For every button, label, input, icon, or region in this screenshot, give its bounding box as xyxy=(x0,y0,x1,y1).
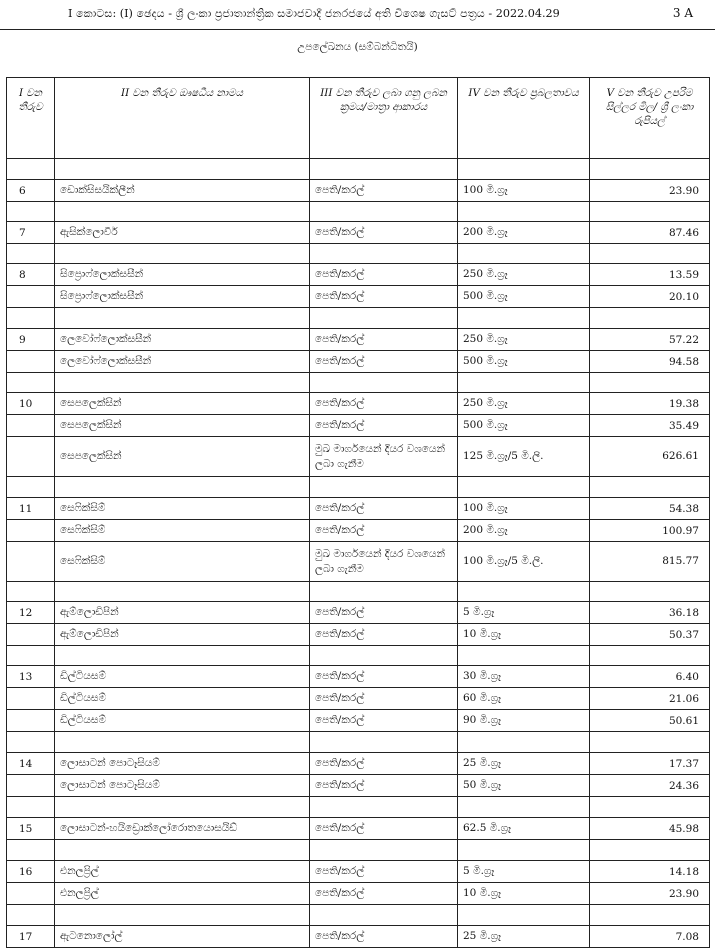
dosage-form: පෙති/කරල් xyxy=(310,775,458,797)
strength: 100 මි.ග්‍රෑ xyxy=(458,498,590,520)
dosage-form: පෙති/කරල් xyxy=(310,222,458,244)
drug-name: එනලප්‍රිල් xyxy=(55,861,310,883)
table-row xyxy=(7,624,710,646)
drug-name: එනලප්‍රිල් xyxy=(55,883,310,905)
strength: 5 මි.ග්‍රෑ xyxy=(458,602,590,624)
max-retail-price: 20.10 xyxy=(590,286,710,308)
item-number: 10 xyxy=(7,393,55,415)
table-row xyxy=(7,180,710,202)
table-row xyxy=(7,222,710,244)
item-number xyxy=(7,624,55,646)
item-number xyxy=(7,520,55,542)
strength: 125 මි.ග්‍රෑ/5 මි.ලි. xyxy=(458,437,590,477)
dosage-form: පෙති/කරල් xyxy=(310,180,458,202)
strength: 25 මි.ග්‍රෑ xyxy=(458,753,590,775)
strength: 200 මි.ග්‍රෑ xyxy=(458,222,590,244)
dosage-form: පෙති/කරල් xyxy=(310,286,458,308)
table-header-row xyxy=(7,78,710,159)
spacer-row xyxy=(7,202,710,222)
table-row xyxy=(7,775,710,797)
spacer-row xyxy=(7,159,710,180)
max-retail-price: 815.77 xyxy=(590,542,710,582)
table-row xyxy=(7,710,710,732)
max-retail-price: 19.38 xyxy=(590,393,710,415)
item-number xyxy=(7,883,55,905)
table-row xyxy=(7,498,710,520)
spacer-row xyxy=(7,797,710,818)
table-row xyxy=(7,688,710,710)
max-retail-price: 57.22 xyxy=(590,329,710,351)
max-retail-price: 50.61 xyxy=(590,710,710,732)
strength: 50 මි.ග්‍රෑ xyxy=(458,775,590,797)
item-number xyxy=(7,351,55,373)
item-number: 17 xyxy=(7,926,55,948)
max-retail-price: 100.97 xyxy=(590,520,710,542)
dosage-form: පෙති/කරල් xyxy=(310,520,458,542)
column-header-4: IV වන තීරුව ප්‍රබලතාවය xyxy=(458,78,590,159)
drug-name: ඇසික්ලොවීර් xyxy=(55,222,310,244)
table-row xyxy=(7,437,710,477)
page-number: 3 A xyxy=(672,6,693,20)
max-retail-price: 36.18 xyxy=(590,602,710,624)
max-retail-price: 7.08 xyxy=(590,926,710,948)
drug-name: සෙපලෙක්සින් xyxy=(55,393,310,415)
item-number: 13 xyxy=(7,666,55,688)
table-row xyxy=(7,286,710,308)
drug-name: ඩිල්ටියසම් xyxy=(55,666,310,688)
dosage-form: පෙති/කරල් xyxy=(310,602,458,624)
item-number xyxy=(7,415,55,437)
drug-name: ඇටනොලෝල් xyxy=(55,926,310,948)
dosage-form: පෙති/කරල් xyxy=(310,861,458,883)
drug-name: ලෙවෝෆ්ලොක්සසීන් xyxy=(55,351,310,373)
item-number: 15 xyxy=(7,818,55,840)
drug-name: ලොසාටන්-හයිඩ්‍රොක්ලෝරොතයොසයිඩ් xyxy=(55,818,310,840)
drug-name: ලෙවෝෆ්ලොක්සසීන් xyxy=(55,329,310,351)
max-retail-price: 54.38 xyxy=(590,498,710,520)
dosage-form: මුඛ මාර්ගයෙන් දියර වශයෙන් ලබා ගැනීම xyxy=(310,437,458,477)
item-number: 6 xyxy=(7,180,55,202)
item-number xyxy=(7,688,55,710)
table-row xyxy=(7,926,710,948)
column-header-1: I වන තීරුව xyxy=(7,78,55,159)
drug-name: ඩිල්ටියසම් xyxy=(55,688,310,710)
table-row xyxy=(7,415,710,437)
item-number xyxy=(7,437,55,477)
item-number: 11 xyxy=(7,498,55,520)
strength: 10 මි.ග්‍රෑ xyxy=(458,883,590,905)
drug-name: සිප්‍රොෆ්ලොක්සසීන් xyxy=(55,286,310,308)
strength: 62.5 මි.ග්‍රෑ xyxy=(458,818,590,840)
spacer-row xyxy=(7,477,710,498)
max-retail-price: 45.98 xyxy=(590,818,710,840)
gazette-header-title: I කොටස: (I) ඡෙදය - ශ්‍රී ලංකා ප්‍රජාතාන්ත්‍රික සමාජවාදී ජනරජයේ අති විශෙෂ ගැසට් පත්‍රය - 2022.04.29 xyxy=(68,7,560,20)
spacer-row xyxy=(7,840,710,861)
max-retail-price: 626.61 xyxy=(590,437,710,477)
drug-name: ලොසාටන් පොටෑසියම් xyxy=(55,775,310,797)
dosage-form: පෙති/කරල් xyxy=(310,393,458,415)
drug-name: ඇම්ලොඩිපින් xyxy=(55,602,310,624)
item-number: 16 xyxy=(7,861,55,883)
max-retail-price: 23.90 xyxy=(590,883,710,905)
drug-name: ලොසාටන් පොටෑසියම් xyxy=(55,753,310,775)
drug-name: සෙෆික්සිම් xyxy=(55,542,310,582)
drug-name: සෙෆික්සිම් xyxy=(55,498,310,520)
spacer-row xyxy=(7,646,710,666)
max-retail-price: 87.46 xyxy=(590,222,710,244)
strength: 90 මි.ග්‍රෑ xyxy=(458,710,590,732)
item-number xyxy=(7,775,55,797)
max-retail-price: 94.58 xyxy=(590,351,710,373)
strength: 10 මි.ග්‍රෑ xyxy=(458,624,590,646)
strength: 60 මි.ග්‍රෑ xyxy=(458,688,590,710)
item-number: 9 xyxy=(7,329,55,351)
strength: 200 මි.ග්‍රෑ xyxy=(458,520,590,542)
item-number xyxy=(7,710,55,732)
table-row xyxy=(7,542,710,582)
gazette-header xyxy=(0,0,715,30)
max-retail-price: 17.37 xyxy=(590,753,710,775)
spacer-row xyxy=(7,582,710,602)
dosage-form: පෙති/කරල් xyxy=(310,688,458,710)
max-retail-price: 24.36 xyxy=(590,775,710,797)
dosage-form: පෙති/කරල් xyxy=(310,818,458,840)
dosage-form: පෙති/කරල් xyxy=(310,710,458,732)
table-row xyxy=(7,883,710,905)
item-number: 8 xyxy=(7,264,55,286)
column-header-3: III වන තීරුව ලබා ගනු ලබන ක්‍රමය/මාත්‍රා ආකාරය xyxy=(310,78,458,159)
max-retail-price: 21.06 xyxy=(590,688,710,710)
drug-name: සෙපලෙක්සින් xyxy=(55,415,310,437)
max-retail-price: 14.18 xyxy=(590,861,710,883)
dosage-form: පෙති/කරල් xyxy=(310,753,458,775)
dosage-form: පෙති/කරල් xyxy=(310,329,458,351)
strength: 500 මි.ග්‍රෑ xyxy=(458,415,590,437)
strength: 500 මි.ග්‍රෑ xyxy=(458,286,590,308)
table-row xyxy=(7,351,710,373)
dosage-form: පෙති/කරල් xyxy=(310,415,458,437)
item-number: 12 xyxy=(7,602,55,624)
item-number: 14 xyxy=(7,753,55,775)
max-retail-price: 6.40 xyxy=(590,666,710,688)
strength: 250 මි.ග්‍රෑ xyxy=(458,264,590,286)
drug-name: සෙපලෙක්සින් xyxy=(55,437,310,477)
dosage-form: මුඛ මාර්ගයෙන් දියර වශයෙන් ලබා ගැනීම xyxy=(310,542,458,582)
schedule-title: උපලේඛනය (සම්බන්ධිතයි) xyxy=(297,41,418,53)
item-number xyxy=(7,542,55,582)
drug-price-table xyxy=(6,77,710,948)
max-retail-price: 50.37 xyxy=(590,624,710,646)
dosage-form: පෙති/කරල් xyxy=(310,883,458,905)
item-number: 7 xyxy=(7,222,55,244)
table-row xyxy=(7,264,710,286)
dosage-form: පෙති/කරල් xyxy=(310,351,458,373)
spacer-row xyxy=(7,244,710,264)
spacer-row xyxy=(7,308,710,329)
dosage-form: පෙති/කරල් xyxy=(310,498,458,520)
column-header-2: II වන තීරුව ඖෂධීය නාමය xyxy=(55,78,310,159)
dosage-form: පෙති/කරල් xyxy=(310,926,458,948)
max-retail-price: 13.59 xyxy=(590,264,710,286)
item-number xyxy=(7,286,55,308)
drug-name: සිප්‍රොෆ්ලොක්සසීන් xyxy=(55,264,310,286)
strength: 250 මි.ග්‍රෑ xyxy=(458,393,590,415)
column-header-5: V වන තීරුව උපරිම සිල්ලර මිල/ ශ්‍රී ලංකා රුපියල් xyxy=(590,78,710,159)
table-row xyxy=(7,861,710,883)
dosage-form: පෙති/කරල් xyxy=(310,264,458,286)
table-row xyxy=(7,329,710,351)
strength: 30 මි.ග්‍රෑ xyxy=(458,666,590,688)
strength: 500 මි.ග්‍රෑ xyxy=(458,351,590,373)
strength: 100 මි.ග්‍රෑ xyxy=(458,180,590,202)
table-row xyxy=(7,818,710,840)
table-row xyxy=(7,520,710,542)
table-row xyxy=(7,393,710,415)
spacer-row xyxy=(7,905,710,926)
table-row xyxy=(7,666,710,688)
table-row xyxy=(7,753,710,775)
strength: 250 මි.ග්‍රෑ xyxy=(458,329,590,351)
strength: 5 මි.ග්‍රෑ xyxy=(458,861,590,883)
drug-name: ඇම්ලොඩිපින් xyxy=(55,624,310,646)
max-retail-price: 23.90 xyxy=(590,180,710,202)
dosage-form: පෙති/කරල් xyxy=(310,624,458,646)
table-row xyxy=(7,602,710,624)
spacer-row xyxy=(7,373,710,393)
spacer-row xyxy=(7,732,710,753)
drug-name: සෙෆික්සිම් xyxy=(55,520,310,542)
dosage-form: පෙති/කරල් xyxy=(310,666,458,688)
strength: 100 මි.ග්‍රෑ/5 මි.ලි. xyxy=(458,542,590,582)
drug-name: ඩිල්ටියසම් xyxy=(55,710,310,732)
drug-name: ඩොක්සිසයික්ලීන් xyxy=(55,180,310,202)
max-retail-price: 35.49 xyxy=(590,415,710,437)
strength: 25 මි.ග්‍රෑ xyxy=(458,926,590,948)
